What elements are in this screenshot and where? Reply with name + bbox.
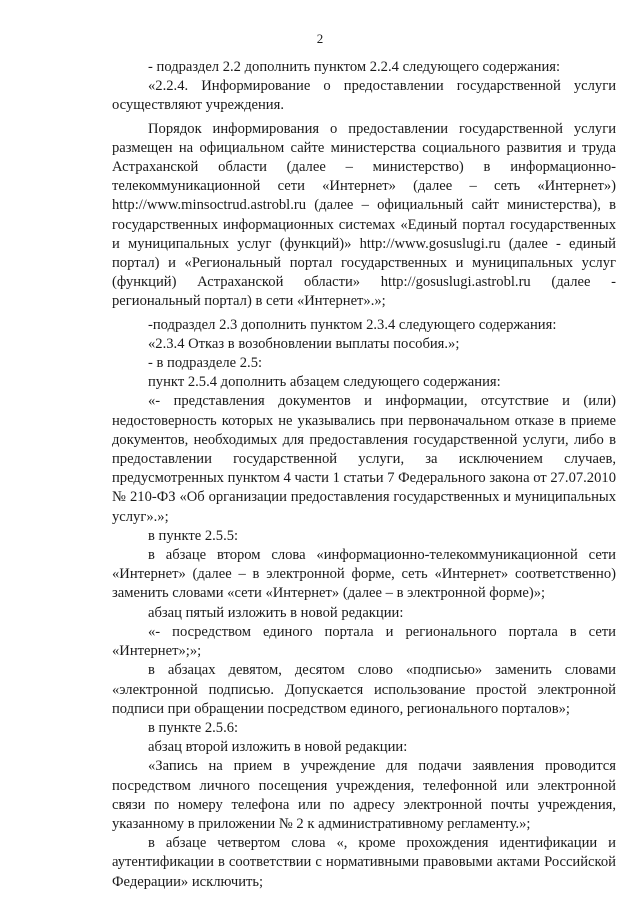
paragraph: абзац второй изложить в новой редакции: (148, 739, 408, 756)
paragraph: в пункте 2.5.6: (148, 719, 239, 736)
paragraph: в абзаце четвертом слова «, кроме прохождения идентификации и аутентификации в соответствии с нормативными правовыми актами Российской Федерации» исключить; (112, 835, 616, 890)
page-number: 2 (316, 31, 324, 46)
document-body (112, 58, 616, 892)
paragraph: - в подразделе 2.5: (148, 355, 263, 372)
paragraph: в пункте 2.5.5: (148, 527, 239, 544)
paragraph: «- представления документов и информации, отсутствие и (или) недостоверность которых не указывались при первоначальном отказе в приеме документов, необходимых для предоставления государственной услуги, либо в предоставлении государственной услуги, за исключением случаев, предусмотренных пунктом 4 части 1 статьи 7 Федерального закона от 27.07.2010 № 210-ФЗ «Об организации предоставления государственных и муниципальных услуг».»; (112, 393, 616, 525)
paragraph: пункт 2.5.4 дополнить абзацем следующего содержания: (148, 374, 501, 391)
paragraph: в абзацах девятом, десятом слово «подписью» заменить словами «электронной подписью. Допускается использование простой электронной подписи при обращении посредством единого, регионального порталов»; (112, 662, 616, 717)
paragraph: -подраздел 2.3 дополнить пунктом 2.3.4 следующего содержания: (148, 316, 557, 333)
paragraph: «Запись на прием в учреждение для подачи заявления проводится посредством личного посещения учреждения, телефонной или электронной связи по номеру телефона или по адресу электронной почты учреждения, указанному в приложении № 2 к административному регламенту.»; (112, 758, 616, 832)
paragraph: абзац пятый изложить в новой редакции: (148, 604, 404, 621)
paragraph: - подраздел 2.2 дополнить пунктом 2.2.4 следующего содержания: (148, 59, 561, 75)
paragraph: «2.3.4 Отказ в возобновлении выплаты пособия.»; (148, 335, 460, 352)
paragraph: «2.2.4. Информирование о предоставлении государственной услуги осуществляют учреждения. (112, 78, 616, 114)
paragraph: «- посредством единого портала и регионального портала в сети «Интернет»;»; (112, 623, 616, 660)
paragraph: в абзаце втором слова «информационно-телекоммуникационной сети «Интернет» (далее – в электронной форме, сеть «Интернет» соответственно) заменить словами «сети «Интернет» (далее – в электронной форме)»; (112, 547, 616, 602)
paragraph: Порядок информирования о предоставлении государственной услуги размещен на официальном сайте министерства социального развития и труда Астраханской области (далее – министерство) в информационно-телекоммуникационной сети «Интернет» (далее – сеть «Интернет») http://www.minsoctrud.astrobl.ru (далее – официальный сайт министерства), в государственных информационных системах «Единый портал государственных и муниципальных услуг (функций)» http://www.gosuslugi.ru (далее - единый портал) и «Региональный портал государственных и муниципальных услуг (функций) Астраханской области» http://gosuslugi.astrobl.ru (далее - региональный портал) в сети «Интернет».»; (112, 120, 616, 310)
